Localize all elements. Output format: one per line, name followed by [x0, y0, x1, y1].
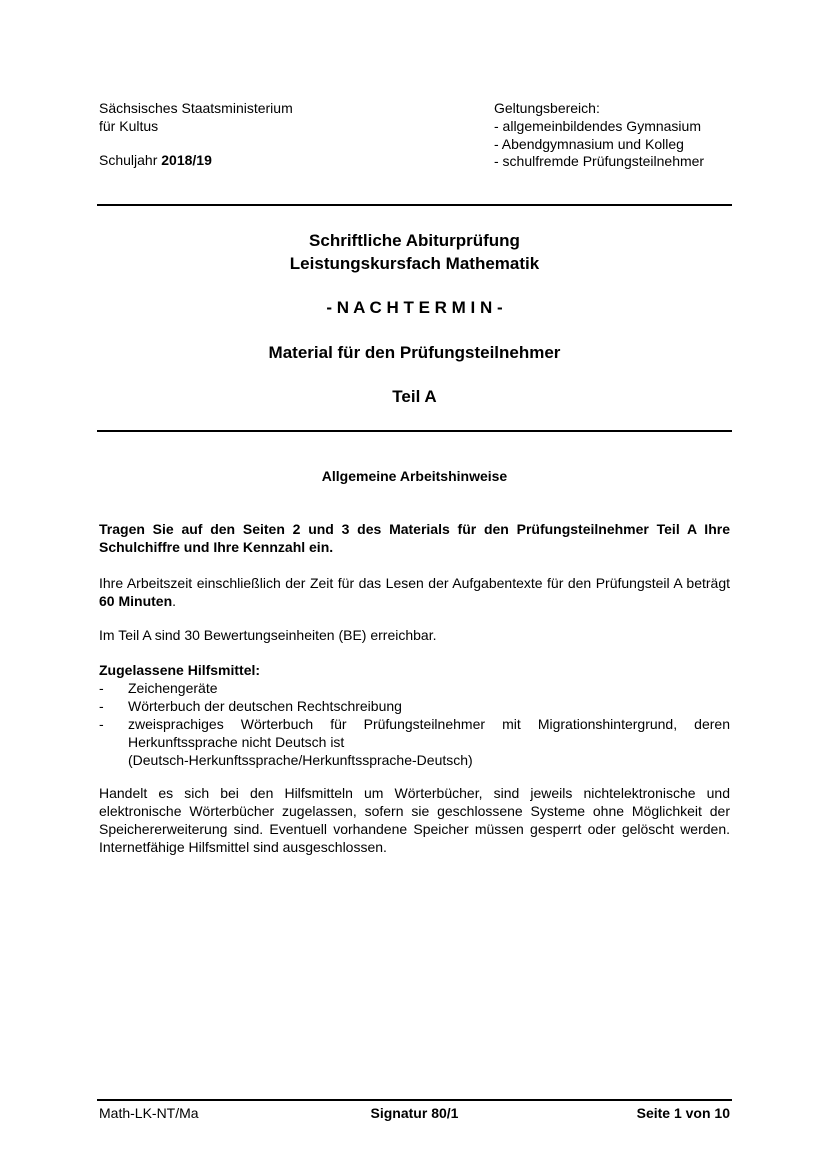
footer-signature: Signatur 80/1	[370, 1105, 459, 1121]
instruction-text: Tragen Sie auf den Seiten 2 und 3 des Materials für den Prüfungsteilnehmer Teil A Ihre Schulchiffre und Ihre Kennzahl ein.	[99, 521, 730, 555]
list-item-text: Wörterbuch der deutschen Rechtschreibung	[128, 698, 402, 714]
top-rule	[97, 204, 732, 206]
exam-title-line-1: Schriftliche Abiturprüfung	[309, 231, 520, 250]
list-item	[99, 715, 730, 769]
footer-page-number: Seite 1 von 10	[636, 1105, 730, 1121]
scope-item: - Abendgymnasium und Kolleg	[494, 136, 684, 152]
part-title: Teil A	[392, 387, 437, 406]
worktime-text-start: Ihre Arbeitszeit einschließlich der Zeit für das Lesen der Aufgabentexte für den Prüfungsteil A beträgt	[99, 575, 730, 591]
bottom-rule	[97, 430, 732, 432]
school-year-label: Schuljahr	[99, 152, 162, 168]
worktime-text	[99, 574, 730, 610]
list-item-text: Zeichengeräte	[128, 680, 218, 696]
worktime-text-end: .	[172, 593, 177, 609]
ministry-line-2: für Kultus	[99, 118, 159, 134]
school-year-value: 2018/19	[161, 152, 212, 168]
footer-code: Math-LK-NT/Ma	[99, 1105, 199, 1121]
list-dash: -	[99, 716, 104, 732]
list-item	[99, 697, 730, 715]
scope-title: Geltungsbereich:	[494, 100, 600, 116]
list-item-note: (Deutsch-Herkunftssprache/Herkunftssprache-Deutsch)	[128, 752, 473, 768]
aids-list	[99, 679, 730, 769]
school-year	[99, 151, 212, 169]
aids-heading: Zugelassene Hilfsmittel:	[99, 662, 261, 678]
footer-rule	[97, 1099, 732, 1101]
nachtermin-label: - N A C H T E R M I N -	[326, 298, 503, 317]
list-dash: -	[99, 680, 104, 696]
scope-item: - allgemeinbildendes Gymnasium	[494, 118, 701, 134]
ministry-line-1: Sächsisches Staatsministerium	[99, 100, 293, 116]
exam-title-line-2: Leistungskursfach Mathematik	[289, 254, 540, 273]
dictionary-note: Handelt es sich bei den Hilfsmitteln um Wörterbücher, sind jeweils nichtelektronische und elektronische Wörterbücher zugelassen, sofern sie geschlossene Systeme ohne Möglichkeit der Speichererweiterung sind. Eventuell vorhandene Speicher müssen gesperrt oder gelöscht werden. Internetfähige Hilfsmittel sind ausgeschlossen.	[99, 785, 730, 855]
scope-item: - schulfremde Prüfungsteilnehmer	[494, 153, 705, 169]
section-heading: Allgemeine Arbeitshinweise	[321, 468, 508, 484]
points-text: Im Teil A sind 30 Bewertungseinheiten (BE) erreichbar.	[99, 627, 437, 643]
list-item	[99, 679, 730, 697]
worktime-duration: 60 Minuten	[99, 593, 173, 609]
list-dash: -	[99, 698, 104, 714]
list-item-text: zweisprachiges Wörterbuch für Prüfungsteilnehmer mit Migrationshintergrund, deren Herkunftssprache nicht Deutsch ist	[128, 716, 730, 750]
material-title: Material für den Prüfungsteilnehmer	[268, 343, 561, 362]
